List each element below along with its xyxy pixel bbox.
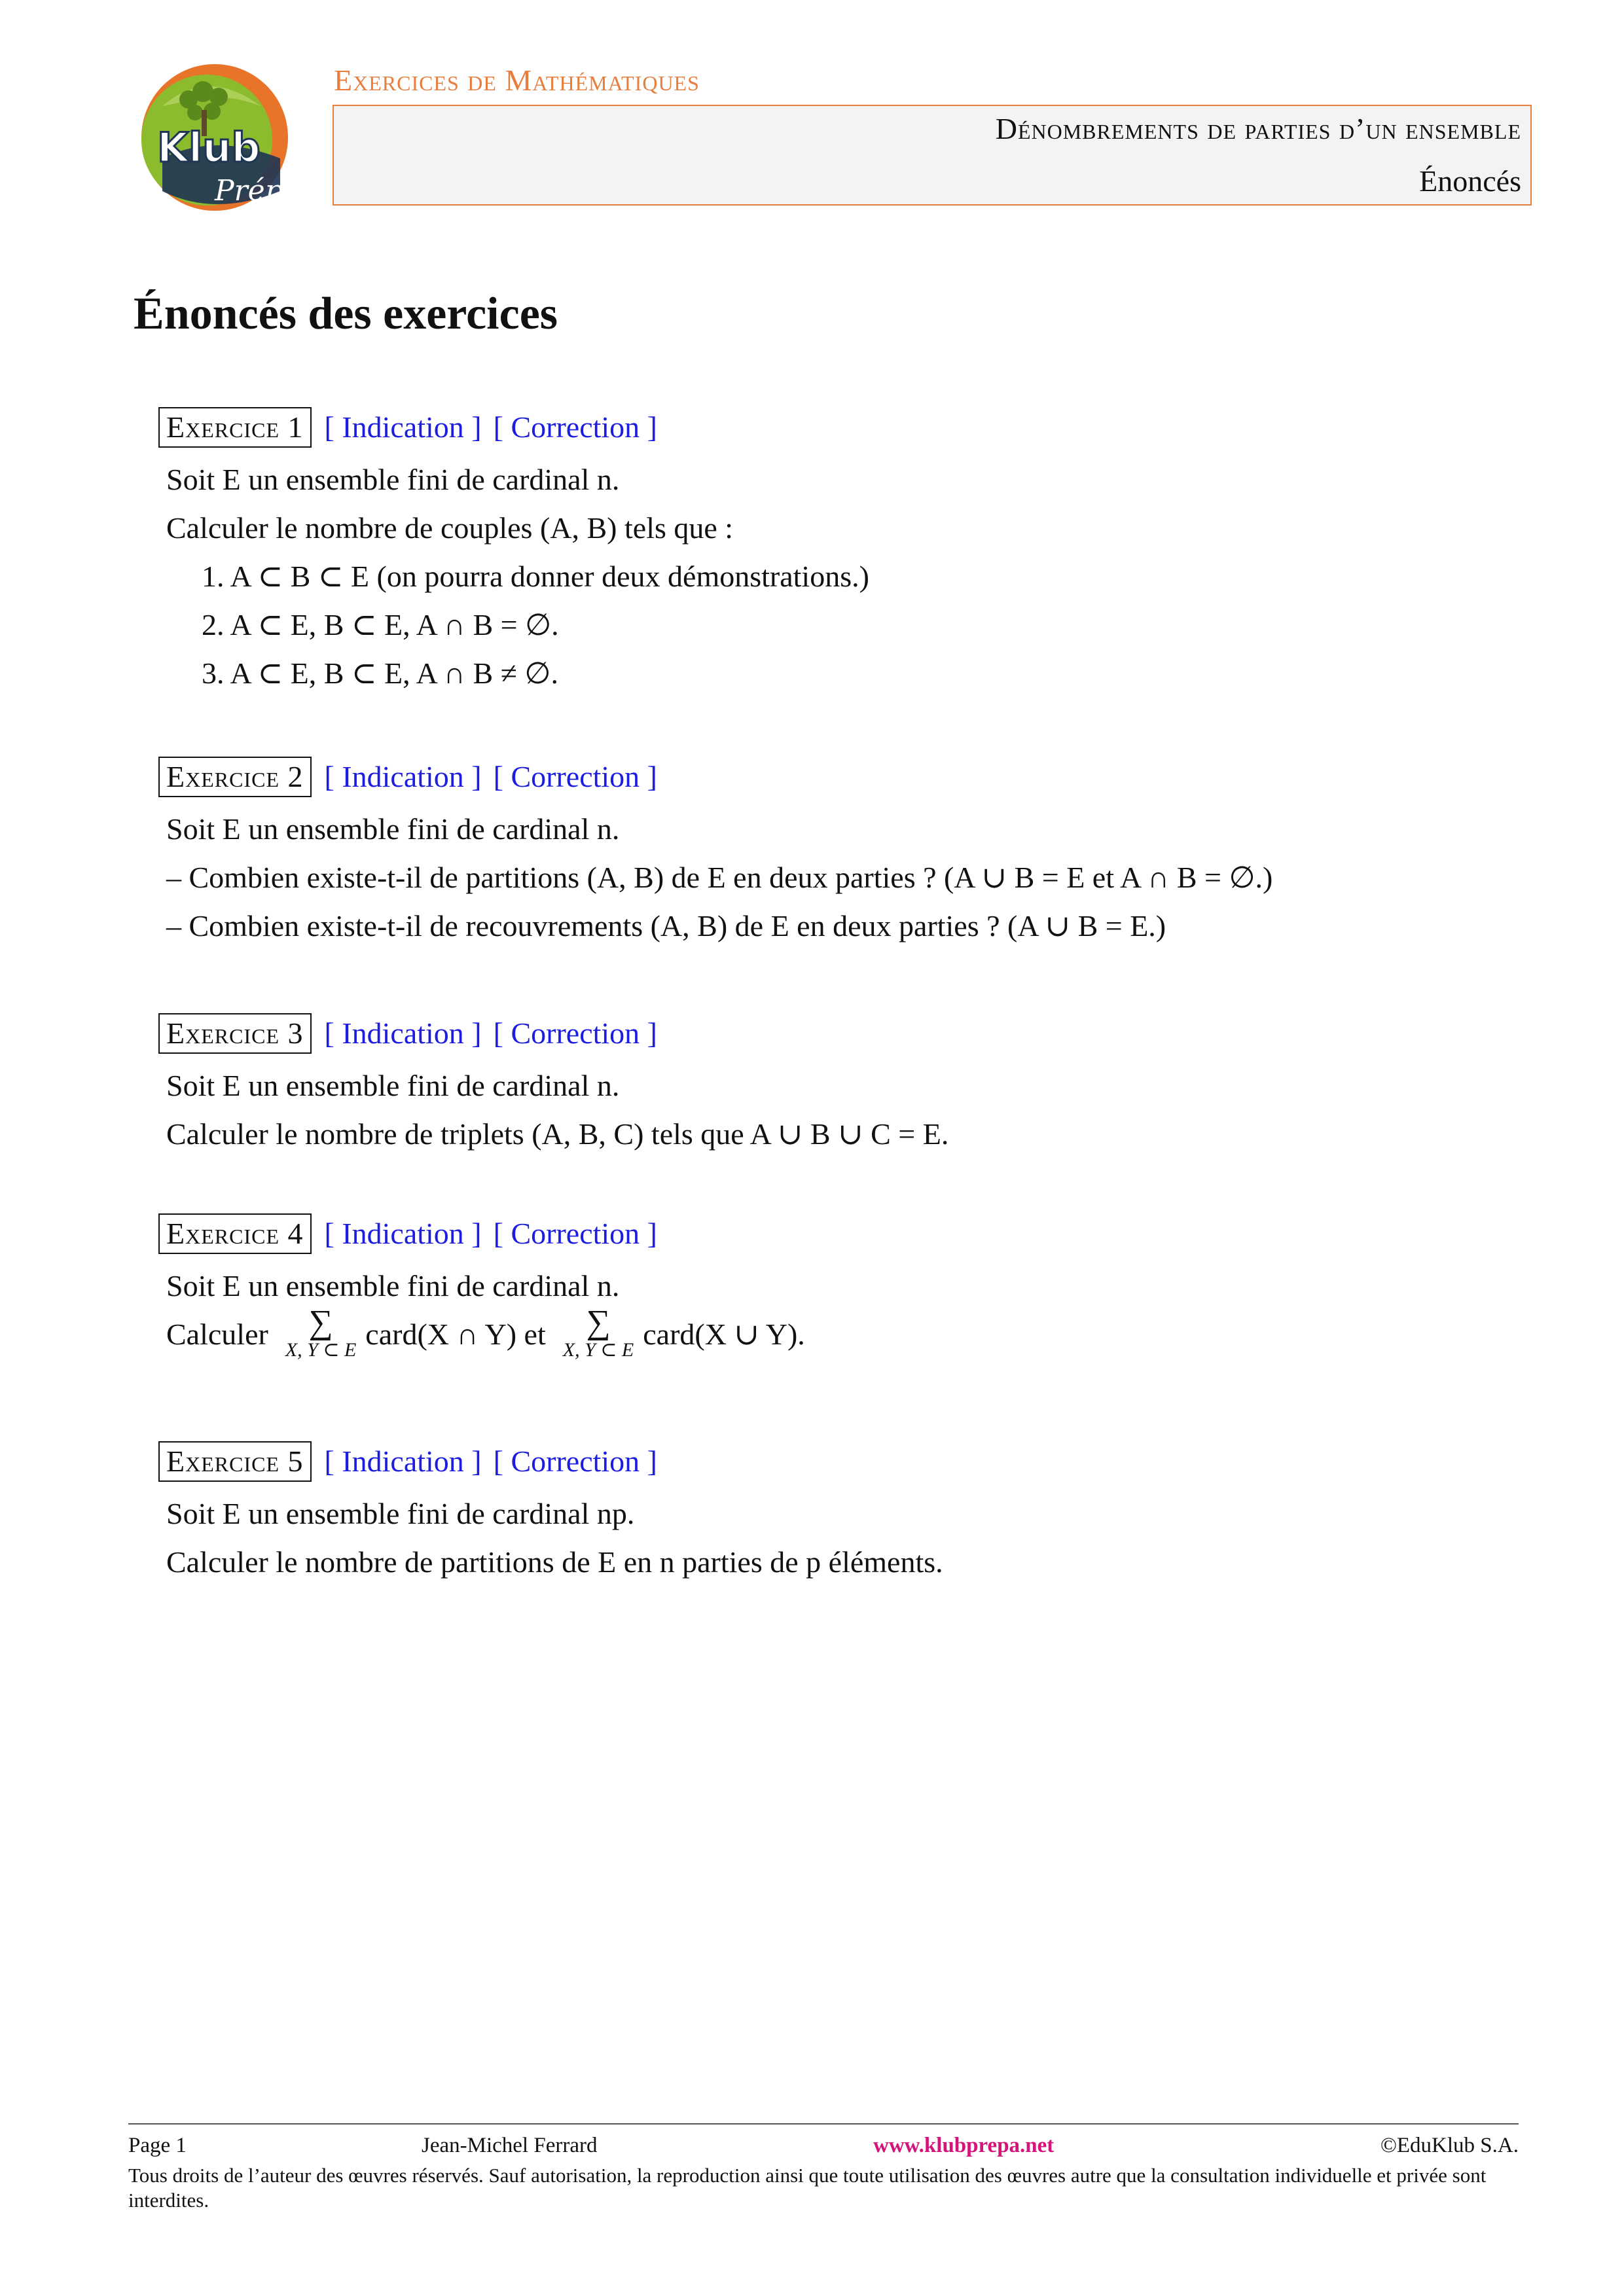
bullet-item: – Combien existe-t-il de partitions (A, B) de E en deux parties ? (A ∪ B = E et A ∩ B = ∅.) [166,861,1273,894]
formula-intro: Calculer [166,1318,268,1351]
statement-line: Soit E un ensemble fini de cardinal np. [166,1497,635,1530]
site-link[interactable]: www.klubprepa.net [873,2134,1055,2157]
exercise-label: Exercice 3 [158,1013,312,1054]
footer [128,2134,1519,2160]
statement-line: Soit E un ensemble fini de cardinal n. [166,812,620,846]
svg-text:Klub: Klub [157,124,261,171]
header-box [333,105,1532,206]
page-title: Énoncés des exercices [134,289,558,339]
correction-link[interactable]: [ Correction ] [493,1016,657,1050]
indication-link[interactable]: [ Indication ] [324,760,482,793]
statement-line: Calculer le nombre de triplets (A, B, C) tels que A ∪ B ∪ C = E. [166,1117,949,1151]
sum-operator: ∑ X, Y ⊂ E [562,1304,634,1361]
statement-line: Soit E un ensemble fini de cardinal n. [166,463,620,496]
exercise-2 [158,757,1272,950]
indication-link[interactable]: [ Indication ] [324,410,482,444]
exercise-label: Exercice 5 [158,1441,312,1482]
statement-line: Soit E un ensemble fini de cardinal n. [166,1269,620,1302]
formula-term: card(X ∩ Y) et [365,1318,546,1351]
copyright-notice: Tous droits de l’auteur des œuvres réservés. Sauf autorisation, la reproduction ainsi que toute utilisation des œuvres autre que la consultation individuelle et privée sont interdites. [128,2164,1487,2212]
footer-rule [128,2123,1519,2125]
bullet-item: – Combien existe-t-il de recouvrements (A, B) de E en deux parties ? (A ∪ B = E.) [166,909,1166,942]
correction-link[interactable]: [ Correction ] [493,760,657,793]
correction-link[interactable]: [ Correction ] [493,1444,657,1478]
statement-line: Soit E un ensemble fini de cardinal n. [166,1069,620,1102]
indication-link[interactable]: [ Indication ] [324,1217,482,1250]
author: Jean-Michel Ferrard [422,2134,598,2157]
svg-text:Prépa: Prépa [215,174,301,207]
list-item: 2. A ⊂ E, B ⊂ E, A ∩ B = ∅. [202,608,559,641]
sum-operator: ∑ X, Y ⊂ E [285,1304,357,1361]
formula-term: card(X ∪ Y). [643,1318,805,1351]
exercise-1 [158,407,869,698]
statement-line: Calculer le nombre de partitions de E en n parties de p éléments. [166,1545,943,1579]
correction-link[interactable]: [ Correction ] [493,410,657,444]
indication-link[interactable]: [ Indication ] [324,1016,482,1050]
list-item: 3. A ⊂ E, B ⊂ E, A ∩ B ≠ ∅. [202,656,558,690]
correction-link[interactable]: [ Correction ] [493,1217,657,1250]
sum-formula [158,1304,805,1373]
exercise-5 [158,1441,943,1587]
exercise-label: Exercice 4 [158,1213,312,1254]
indication-link[interactable]: [ Indication ] [324,1444,482,1478]
list-item: 1. A ⊂ B ⊂ E (on pourra donner deux démonstrations.) [202,560,869,593]
exercise-label: Exercice 2 [158,757,312,797]
exercise-4 [158,1213,805,1373]
exercise-label: Exercice 1 [158,407,312,448]
exercise-3 [158,1013,948,1158]
copyright: ©EduKlub S.A. [1380,2134,1519,2157]
section-title: Énoncés [1419,164,1521,198]
statement-line: Calculer le nombre de couples (A, B) tels que : [166,511,734,545]
page-number: Page 1 [128,2134,187,2157]
klubprepa-logo [117,60,313,230]
topic-title: Dénombrements de parties d’un ensemble [995,112,1521,145]
series-title: Exercices de Mathématiques [334,63,700,97]
